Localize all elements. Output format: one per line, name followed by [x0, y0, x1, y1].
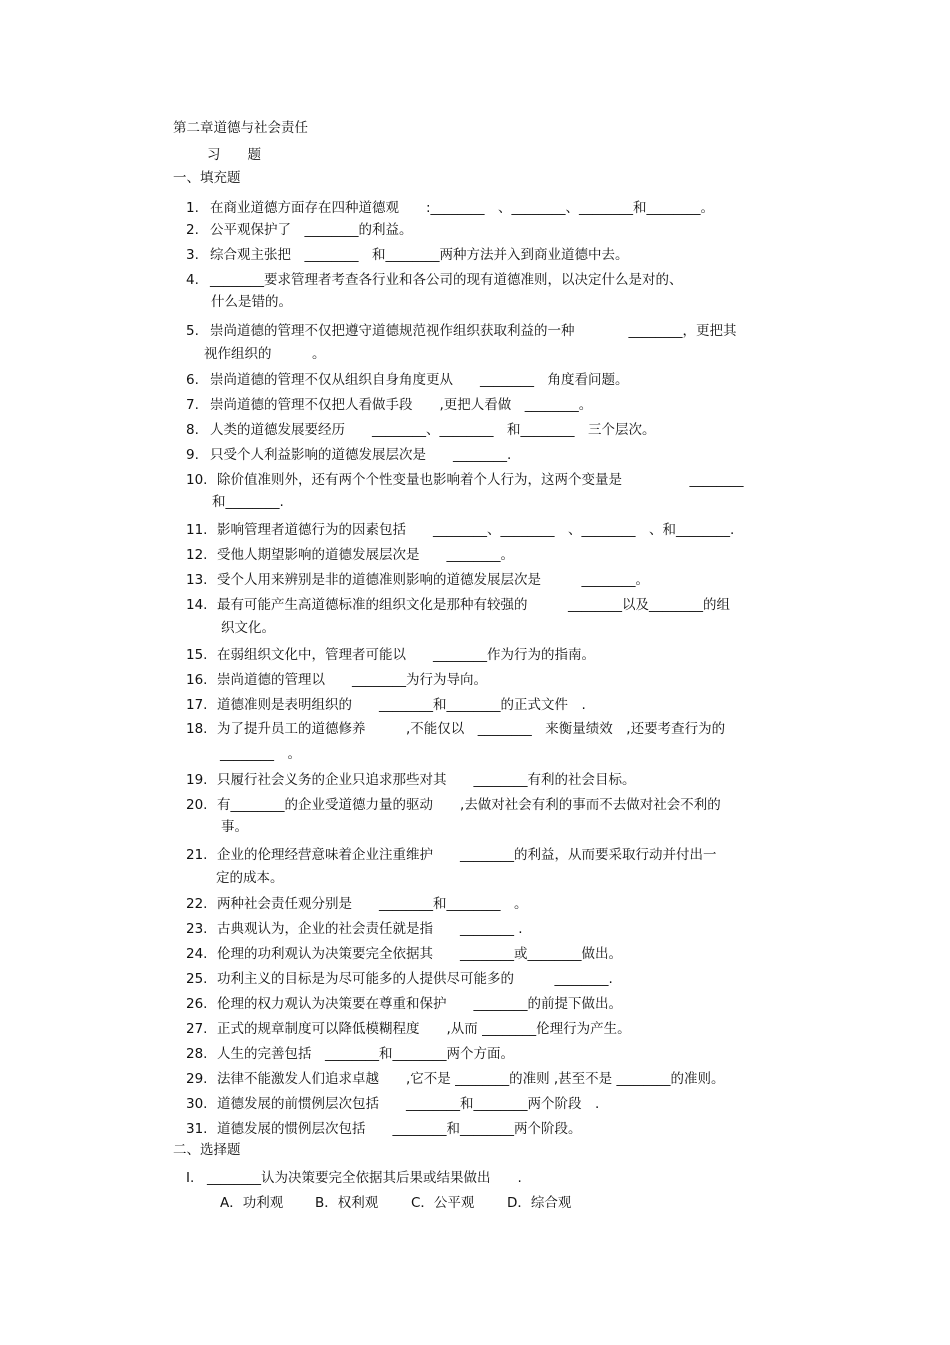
- chapter-title: 第二章道德与社会责任: [173, 120, 308, 136]
- question-number: 5.: [186, 323, 199, 339]
- question-number: 12.: [186, 547, 208, 563]
- section-heading-fill-in: 一、填充题: [173, 170, 241, 186]
- question-text-continued: 视作组织的 。: [204, 346, 326, 362]
- question-text: 在弱组织文化中，管理者可能以 ________作为行为的指南。: [217, 647, 595, 663]
- question-text-continued: 定的成本。: [216, 870, 284, 886]
- question-text: 在商业道德方面存在四种道德观 :________ 、________、________和________。: [210, 200, 715, 216]
- question-number: 26.: [186, 996, 208, 1012]
- question-number: 4.: [186, 272, 199, 288]
- question-number: 29.: [186, 1071, 208, 1087]
- exercise-subtitle: 习 题: [207, 147, 261, 163]
- question-number: 24.: [186, 946, 208, 962]
- question-number: 25.: [186, 971, 208, 987]
- question-text: 有________的企业受道德力量的驱动 ,去做对社会有利的事而不去做对社会不利的: [217, 797, 721, 813]
- question-number: 27.: [186, 1021, 208, 1037]
- question-number: 10.: [186, 472, 208, 488]
- question-text: 影响管理者道德行为的因素包括 ________、________ 、________ 、和________.: [217, 522, 735, 538]
- question-text: 崇尚道德的管理不仅从组织自身角度更从 ________ 角度看问题。: [210, 372, 629, 388]
- question-text: ________认为决策要完全依据其后果或结果做出 .: [207, 1170, 522, 1186]
- question-text: 崇尚道德的管理以 ________为行为导向。: [217, 672, 487, 688]
- question-text-continued: 事。: [221, 819, 248, 835]
- question-number: 7.: [186, 397, 199, 413]
- question-text: 受他人期望影响的道德发展层次是 ________。: [217, 547, 514, 563]
- question-text: 综合观主张把 ________ 和________两种方法并入到商业道德中去。: [210, 247, 629, 263]
- question-number: 2.: [186, 222, 199, 238]
- question-number: 30.: [186, 1096, 208, 1112]
- question-text-continued: 织文化。: [221, 620, 275, 636]
- question-text: 崇尚道德的管理不仅把人看做手段 ,更把人看做 ________。: [210, 397, 593, 413]
- question-number: 15.: [186, 647, 208, 663]
- question-number: 23.: [186, 921, 208, 937]
- question-text: 只履行社会义务的企业只追求那些对其 ________有利的社会目标。: [217, 772, 636, 788]
- question-number: 18.: [186, 721, 208, 737]
- question-text: 崇尚道德的管理不仅把遵守道德规范视作组织获取利益的一种 ________，更把其: [210, 323, 737, 339]
- choice-option-d: D．综合观: [507, 1195, 572, 1211]
- question-number: 9.: [186, 447, 199, 463]
- question-number: 20.: [186, 797, 208, 813]
- question-number: 21.: [186, 847, 208, 863]
- question-number: 6.: [186, 372, 199, 388]
- question-text-continued: 什么是错的。: [211, 294, 292, 310]
- question-text: 最有可能产生高道德标准的组织文化是那种有较强的 ________以及________的组: [217, 597, 730, 613]
- question-text: 正式的规章制度可以降低模糊程度 ,从而 ________伦理行为产生。: [217, 1021, 631, 1037]
- question-number: I.: [186, 1170, 195, 1186]
- question-number: 17.: [186, 697, 208, 713]
- question-text: 企业的伦理经营意味着企业注重维护 ________的利益，从而要采取行动并付出一: [217, 847, 717, 863]
- choice-option-c: C．公平观: [411, 1195, 475, 1211]
- question-number: 31.: [186, 1121, 208, 1137]
- question-text: 道德发展的惯例层次包括 ________和________两个阶段。: [217, 1121, 582, 1137]
- question-text: 人生的完善包括 ________和________两个方面。: [217, 1046, 514, 1062]
- question-number: 11.: [186, 522, 208, 538]
- question-text: 法律不能激发人们追求卓越 ,它不是 ________的准则 ,甚至不是 ________的准则。: [217, 1071, 725, 1087]
- question-text: 公平观保护了 ________的利益。: [210, 222, 413, 238]
- question-text-continued: 和________.: [212, 494, 284, 510]
- question-text: 两种社会责任观分别是 ________和________ 。: [217, 896, 528, 912]
- question-number: 28.: [186, 1046, 208, 1062]
- question-number: 13.: [186, 572, 208, 588]
- question-number: 3.: [186, 247, 199, 263]
- question-number: 16.: [186, 672, 208, 688]
- question-number: 22.: [186, 896, 208, 912]
- question-number: 19.: [186, 772, 208, 788]
- choice-option-a: A．功利观: [220, 1195, 284, 1211]
- question-text: 只受个人利益影响的道德发展层次是 ________.: [210, 447, 512, 463]
- question-text: ________要求管理者考查各行业和各公司的现有道德准则，以决定什么是对的、: [210, 272, 683, 288]
- question-text: 伦理的功利观认为决策要完全依据其 ________或________做出。: [217, 946, 622, 962]
- question-text-continued: ________ 。: [220, 746, 301, 762]
- question-number: 1.: [186, 200, 199, 216]
- question-text: 受个人用来辨别是非的道德准则影响的道德发展层次是 ________。: [217, 572, 649, 588]
- choice-option-b: B．权利观: [315, 1195, 379, 1211]
- question-text: 古典观认为，企业的社会责任就是指 ________ .: [217, 921, 523, 937]
- question-text: 功利主义的目标是为尽可能多的人提供尽可能多的 ________.: [217, 971, 613, 987]
- question-text: 道德准则是表明组织的 ________和________的正式文件 .: [217, 697, 586, 713]
- question-number: 14.: [186, 597, 208, 613]
- question-number: 8.: [186, 422, 199, 438]
- question-text: 为了提升员工的道德修养 ,不能仅以 ________ 来衡量绩效 ,还要考查行为的: [217, 721, 726, 737]
- question-text: 道德发展的前惯例层次包括 ________和________两个阶段 .: [217, 1096, 600, 1112]
- question-text: 伦理的权力观认为决策要在尊重和保护 ________的前提下做出。: [217, 996, 622, 1012]
- question-text: 人类的道德发展要经历 ________、________ 和________ 三个层次。: [210, 422, 656, 438]
- question-text: 除价值准则外，还有两个个性变量也影响着个人行为，这两个变量是 ________: [217, 472, 744, 488]
- section-heading-choice: 二、选择题: [173, 1142, 241, 1158]
